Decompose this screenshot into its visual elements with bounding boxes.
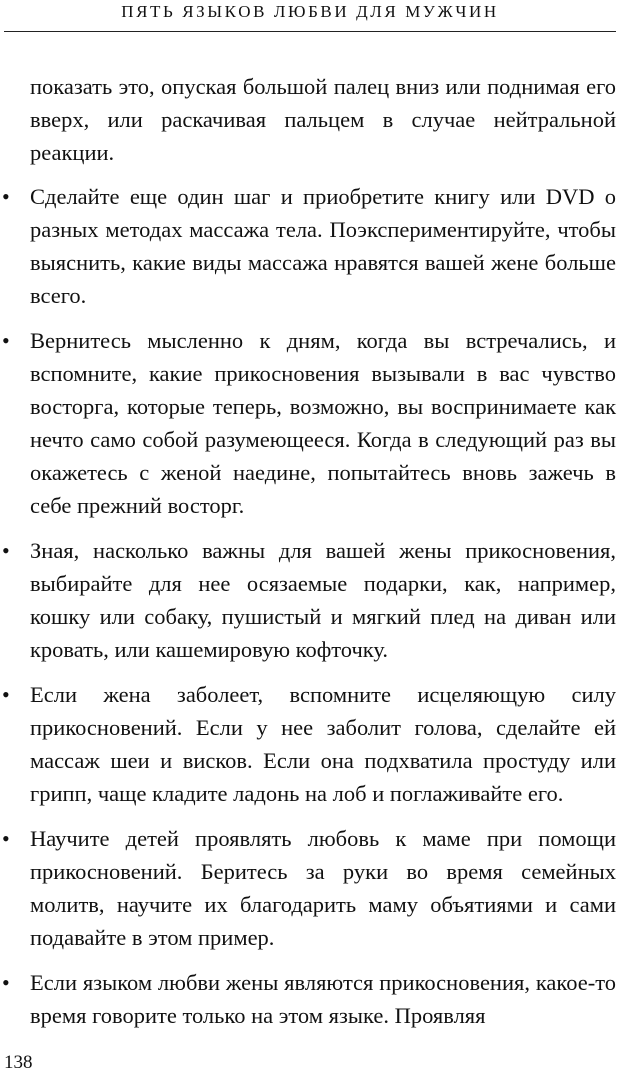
running-header: ПЯТЬ ЯЗЫКОВ ЛЮБВИ ДЛЯ МУЖЧИН: [121, 2, 499, 21]
bullet-text: Если жена заболеет, вспомните исцеляющую силу прикосновений. Если у нее заболит голова, сделайте ей массаж шеи и висков. Если она подхватила простуду или грипп, чаще кладите ладонь на лоб и поглаживайте его.: [30, 682, 616, 806]
bullet-icon: •: [2, 328, 10, 353]
bullet-text: Если языком любви жены являются прикосновения, какое-то время говорите только на этом языке. Проявляя: [30, 970, 616, 1028]
header-rule: [4, 31, 616, 32]
bullet-text: Зная, насколько важны для вашей жены прикосновения, выбирайте для нее осязаемые подарки, как, например, кошку или собаку, пушистый и мягкий плед на диван или кровать, или кашемировую кофточку.: [30, 538, 616, 662]
bullet-icon: •: [2, 970, 10, 995]
page-number: 138: [4, 1052, 33, 1073]
bullet-icon: •: [2, 184, 10, 209]
bullet-icon: •: [2, 538, 10, 563]
bullet-text: Сделайте еще один шаг и приобретите книгу или DVD о разных методах массажа тела. Поэкспериментируйте, чтобы выяснить, какие виды массажа нравятся вашей жене больше всего.: [30, 184, 616, 308]
continuation-paragraph: показать это, опуская большой палец вниз или поднимая его вверх, или раскачивая пальцем в случае нейтральной реакции.: [30, 74, 616, 165]
bullet-text: Научите детей проявлять любовь к маме при помощи прикосновений. Беритесь за руки во время семейных молитв, научите их благодарить маму объятиями и сами подавайте в этом пример.: [30, 826, 616, 950]
bullet-icon: •: [2, 682, 10, 707]
bullet-icon: •: [2, 826, 10, 851]
bullet-text: Вернитесь мысленно к дням, когда вы встречались, и вспомните, какие прикосновения вызывали в вас чувство восторга, которые теперь, возможно, вы воспринимаете как нечто само собой разумеющееся. Когда в следующий раз вы окажетесь с женой наедине, попытайтесь вновь зажечь в себе прежний восторг.: [30, 328, 616, 518]
